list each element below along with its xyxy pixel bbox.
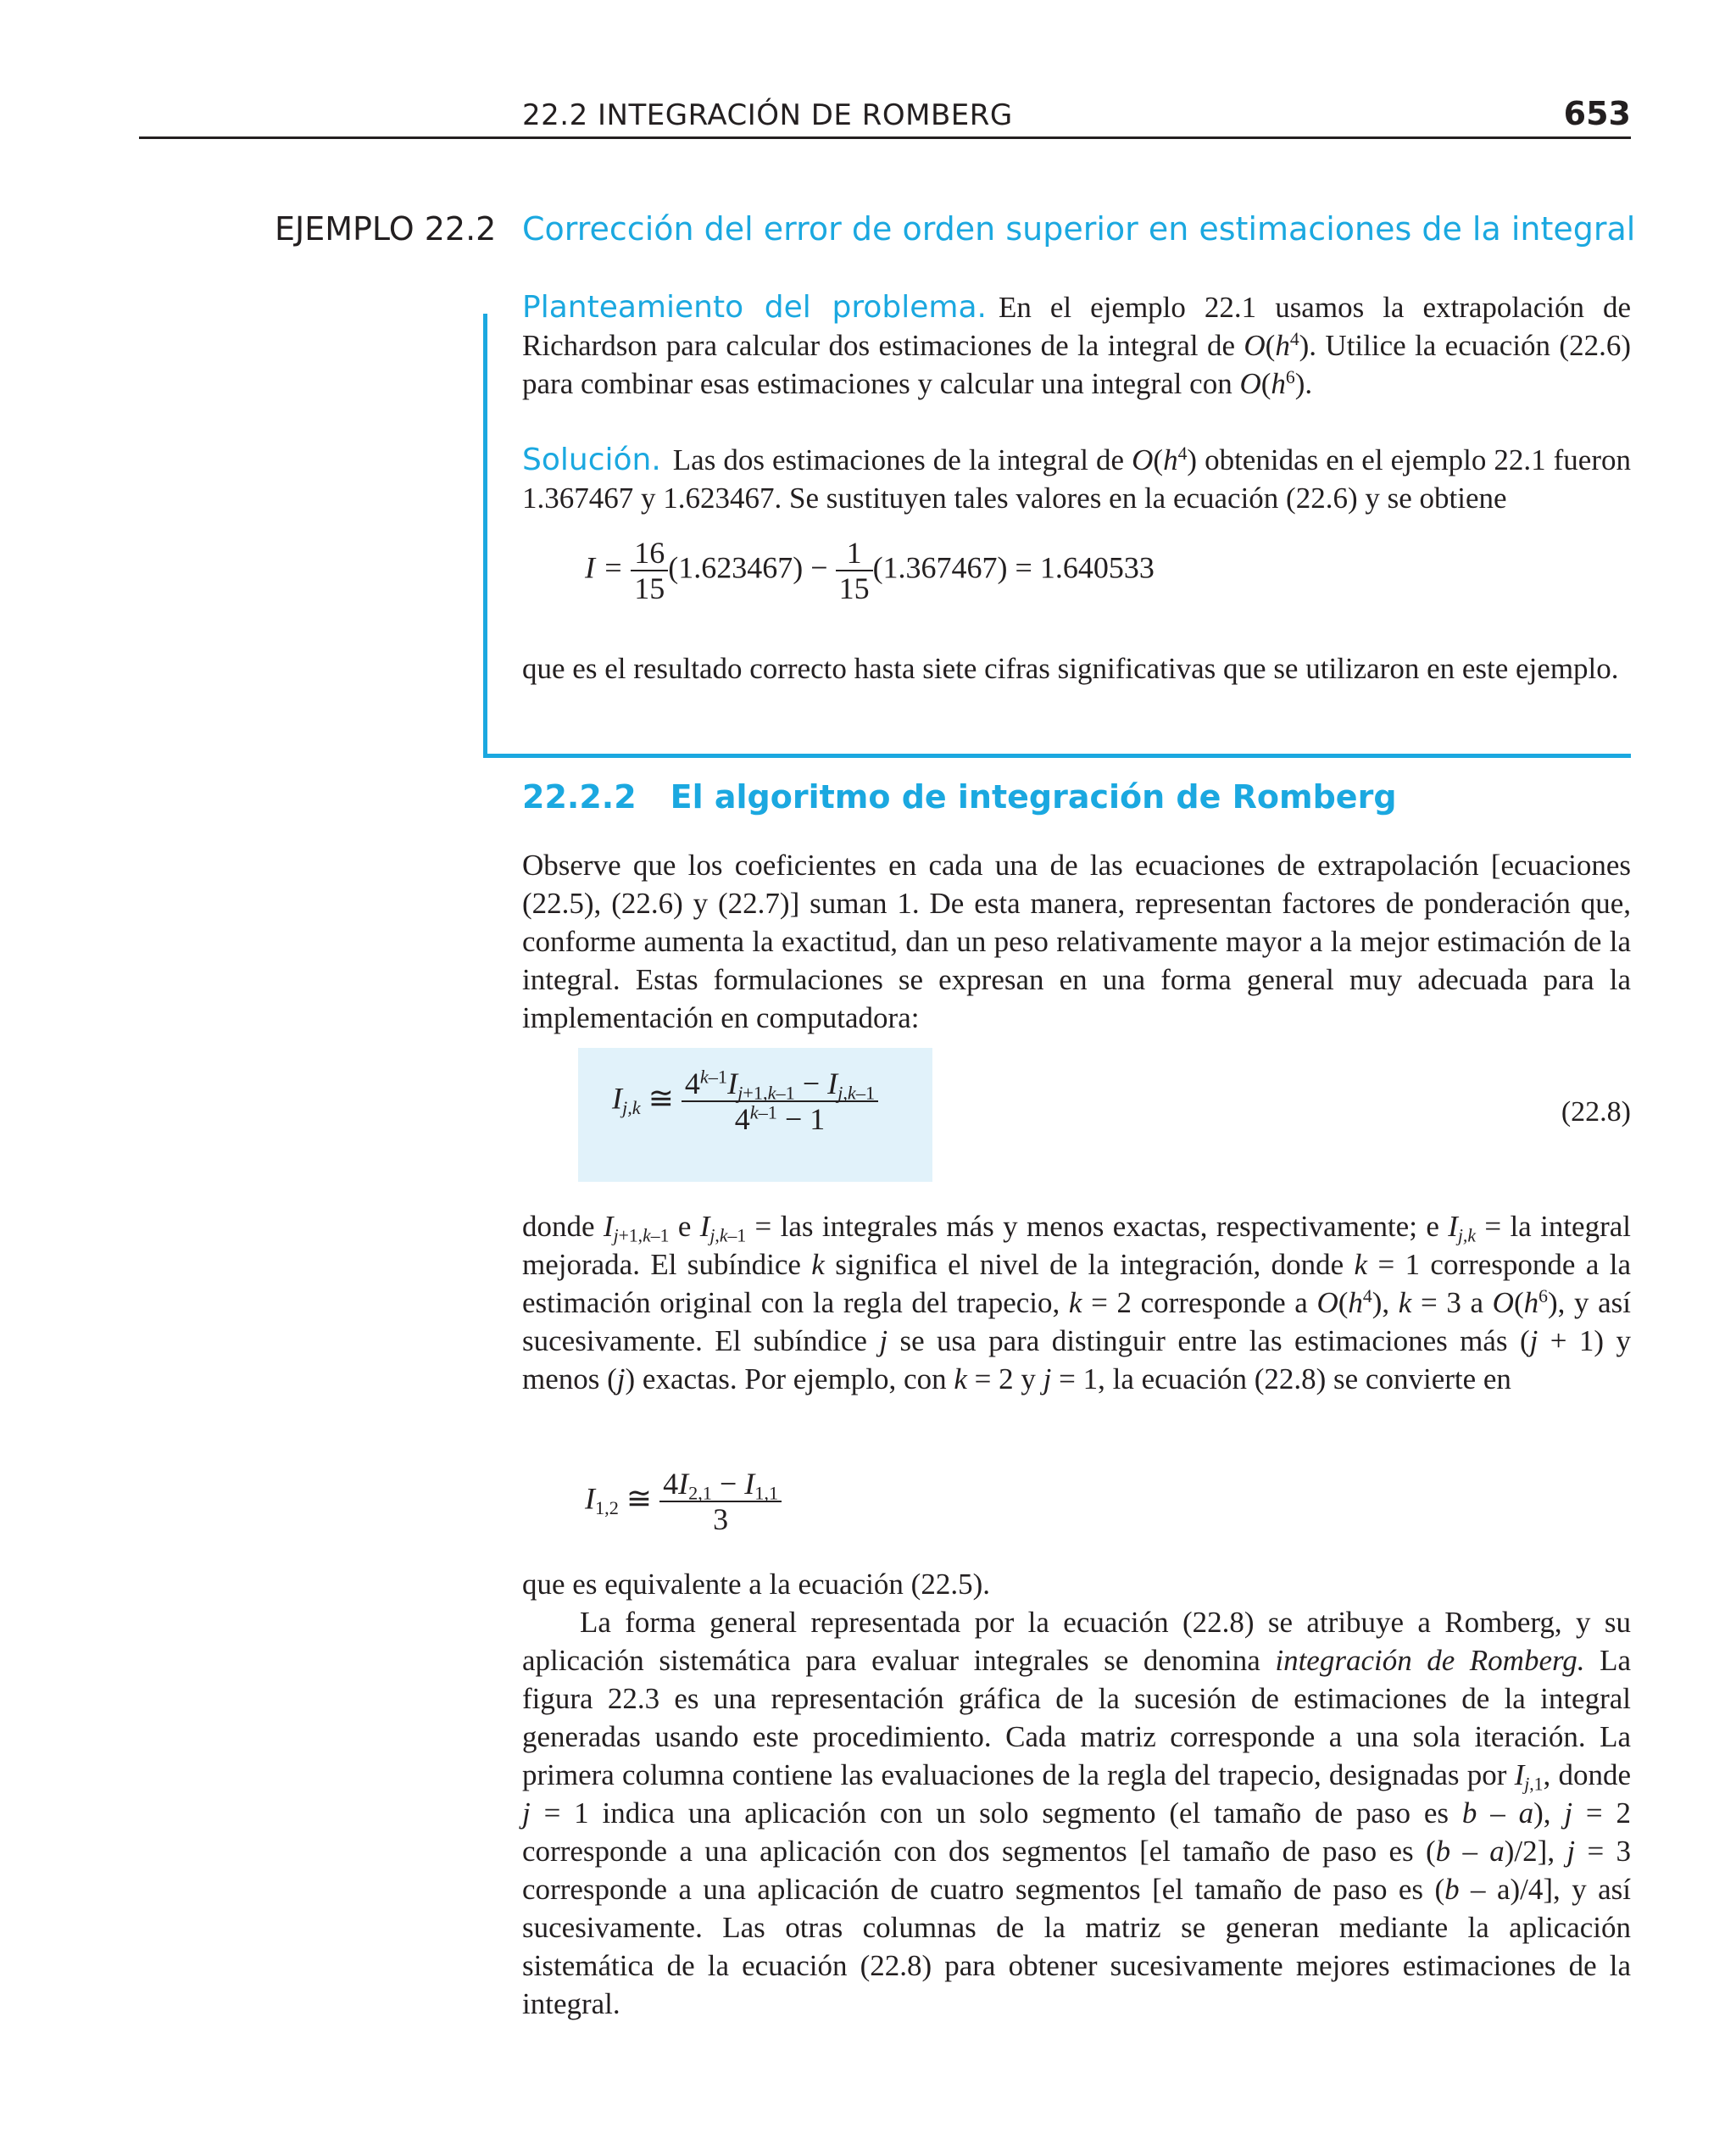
definitions-paragraph: donde $I_{j+1,k-1}$ e $I_{j,k-1}$ = las integrales más y menos exactas, respectivamente; e $I_{j,k}$ = la integral mejorada. El subíndice k significa el nivel de la integración, donde k = 1 corresponde a la estimación original con la regla del trapecio, k = 2 corresponde a $O(h^4)$, k = 3 a $O(h^6)$, y así sucesivamente. El subíndice j se usa para distinguir entre las estimaciones más (j + 1) y menos (j) exactas. Por ejemplo, con k = 2 y j = 1, la ecuación (22.8) se convierte en — [522, 1210, 1631, 1395]
header-rule — [139, 136, 1631, 139]
i12-fraction: $\frac{4I_{2,1} - I_{1,1}}{3}$ — [659, 1467, 782, 1536]
equation-i12: $I_{1,2}$ ≅ $\frac{4I_{2,1} - I_{1,1}}{3}$ — [585, 1467, 782, 1536]
problem-statement-lead: Planteamiento del problema. — [522, 290, 987, 325]
example-bracket-horizontal — [483, 754, 1631, 758]
equivalence-note: que es equivalente a la ecuación (22.5). — [522, 1568, 990, 1601]
romberg-paragraph: La forma general representada por la ecuación (22.8) se atribuye a Romberg, y su aplicación sistemática para evaluar integrales se denomina integración de Romberg. La figura 22.3 es una representación gráfica de la sucesión de estimaciones de la integral generadas usando este procedimiento. Cada matriz corresponde a una sola iteración. La primera columna contiene las evaluaciones de la regla del trapecio, designadas por $I_{j,1}$, donde j = 1 indica una aplicación con un solo segmento (el tamaño de paso es b – a), j = 2 corresponde a una aplicación con dos segmentos [el tamaño de paso es (b – a)/2], j = 3 corresponde a una aplicación de cuatro segmentos [el tamaño de paso es (b – a)/4], y así sucesivamente. Las otras columnas de la matriz se generan mediante la aplicación sistemática de la ecuación (22.8) para obtener sucesivamente mejores estimaciones de la integral. — [522, 1606, 1632, 2020]
problem-statement: Planteamiento del problema. En el ejemplo 22.1 usamos la extrapolación de Richardson para calcular dos estimaciones de la integral de $O(h^4)$. Utilice la ecuación (22.6) para combinar esas estimaciones y calcular una integral con $O(h^6)$. — [522, 290, 1632, 400]
page-number: 653 — [1563, 95, 1631, 132]
example-conclusion: que es el resultado correcto hasta siete cifras significativas que se utilizaron en este ejemplo. — [522, 652, 1619, 685]
equation-number: (22.8) — [1561, 1096, 1631, 1128]
solution: Solución. Las dos estimaciones de la integral de $O(h^4)$ obtenidas en el ejemplo 22.1 fueron 1.367467 y 1.623467. Se sustituyen tales valores en la ecuación (22.6) y se obtiene — [522, 443, 1631, 515]
solution-lead: Solución. — [522, 443, 661, 477]
example-equation: I = $\frac{16}{15}$ (1.623467) − $\frac{1}{15}$ (1.367467) = 1.640533 — [585, 536, 1155, 605]
example-label: EJEMPLO 22.2 — [275, 210, 497, 248]
romberg-fraction: $\frac{4^{k-1}I_{j+1,k-1} - I_{j,k-1}}{4^{k-1} - 1}$ — [682, 1067, 878, 1136]
section-number: 22.2.2 — [522, 778, 637, 816]
running-head: 22.2 INTEGRACIÓN DE ROMBERG — [522, 98, 1013, 132]
fraction-16-15: $\frac{16}{15}$ — [631, 536, 668, 605]
section-title: 22.2.2 El algoritmo de integración de Romberg — [522, 778, 1397, 816]
example-bracket-vertical — [483, 314, 487, 758]
section-intro: Observe que los coeficientes en cada una de las ecuaciones de extrapolación [ecuaciones (22.5), (22.6) y (22.7)] suman 1. De esta manera, representan factores de ponderación que, conforme aumenta la exactitud, dan un peso relativamente mayor a la mejor estimación de la integral. Estas formulaciones se expresan en una forma general muy adecuada para la implementación en computadora: — [522, 849, 1631, 1034]
fraction-1-15: $\frac{1}{15}$ — [836, 536, 873, 605]
example-title: Corrección del error de orden superior en estimaciones de la integral — [522, 210, 1636, 248]
equation-22-8: $I_{j,k}$ ≅ $\frac{4^{k-1}I_{j+1,k-1} - I_{j,k-1}}{4^{k-1} - 1}$ — [612, 1067, 878, 1136]
